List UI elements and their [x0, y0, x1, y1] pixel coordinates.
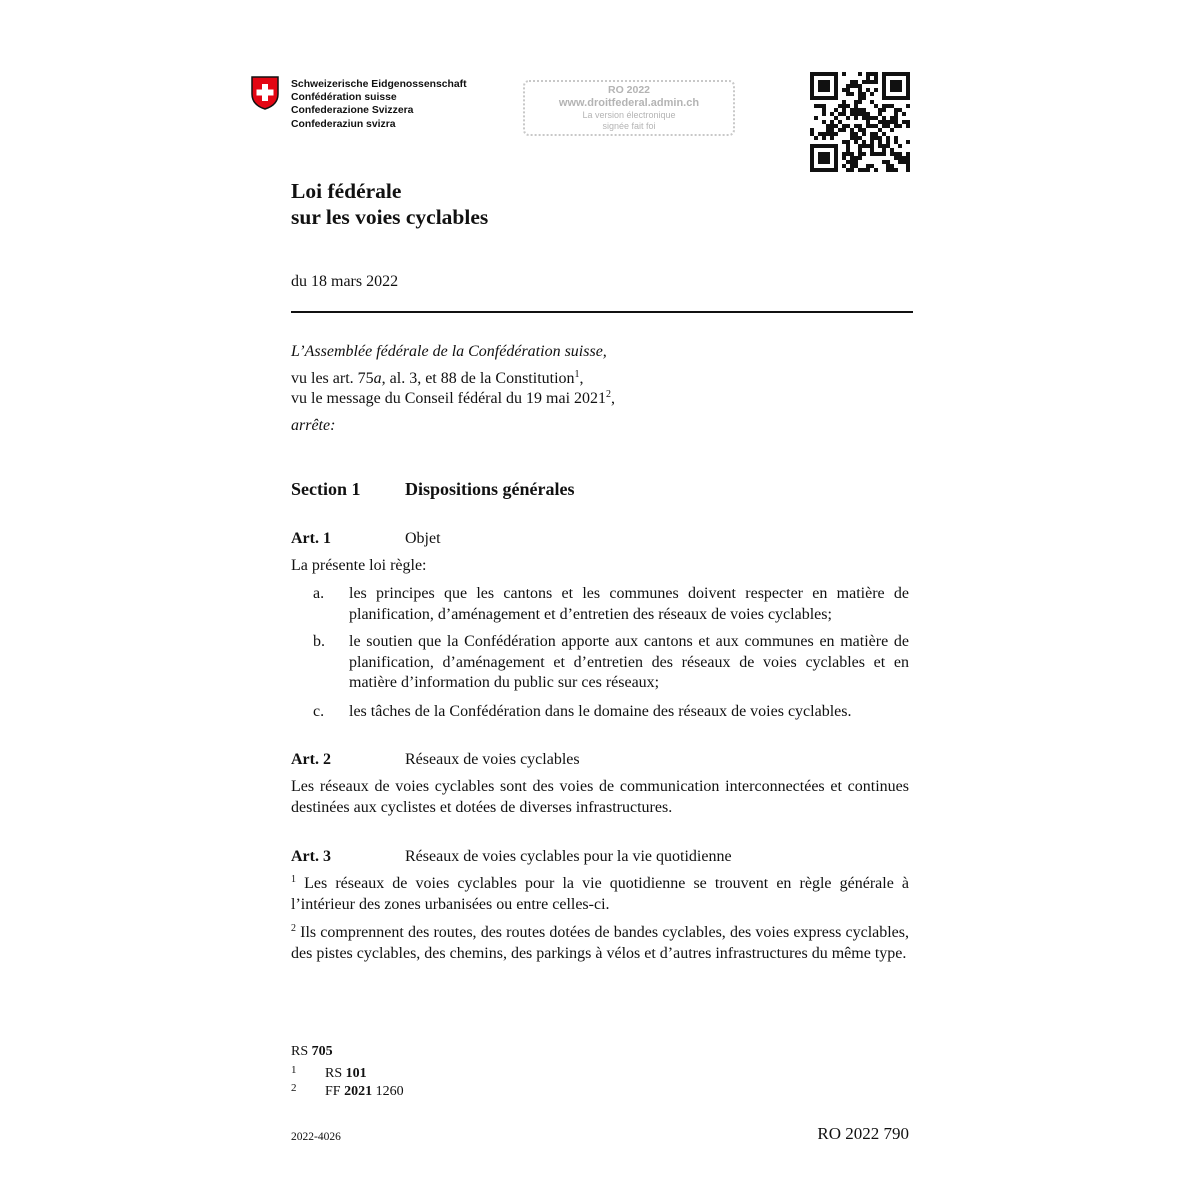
- paragraph-number: 2: [291, 923, 296, 934]
- confederation-names: [291, 78, 467, 131]
- rs-number: [291, 1043, 333, 1060]
- paragraph-text: Ils comprennent des routes, des routes dotées de bandes cyclables, des voies express cyclables, des pistes cyclables, des chemins, des parkings à vélos et d’autres infrastructures du même type.: [291, 924, 910, 962]
- footnote-mark: 1: [291, 1064, 297, 1076]
- preamble-text: vu le message du Conseil fédéral du 19 mai 2021: [291, 390, 607, 407]
- swiss-cross-icon: [251, 76, 279, 110]
- electronic-signature-stamp: [523, 80, 735, 136]
- preamble-text: vu les art. 75: [291, 370, 374, 387]
- footnote-prefix: FF: [325, 1084, 341, 1099]
- article-3-paragraph-1: [291, 874, 909, 915]
- preamble-text: ,: [579, 370, 584, 387]
- preamble-text: ,: [611, 390, 616, 407]
- stamp-note-2: signée fait foi: [602, 121, 656, 131]
- list-item-text: le soutien que la Confédération apporte aux cantons et aux communes en matière de planification, d’aménagement et d’entretien des réseaux de voies cyclables et en matière d’information du public sur ces réseaux;: [349, 633, 909, 691]
- article-number: Art. 2: [291, 751, 331, 768]
- section-title: Dispositions générales: [405, 479, 575, 499]
- footnote-prefix: RS: [325, 1066, 343, 1081]
- stamp-ro: RO 2022: [607, 84, 651, 96]
- footnote-2: [291, 1080, 404, 1100]
- rs-prefix: RS: [291, 1044, 309, 1059]
- confederation-name-rm: Confederaziun svizra: [291, 118, 396, 130]
- stamp-note-1: La version électronique: [582, 110, 676, 120]
- confederation-name-de: Schweizerische Eidgenossenschaft: [291, 79, 467, 90]
- document-date: du 18 mars 2022: [291, 273, 399, 290]
- article-title: Réseaux de voies cyclables: [405, 751, 580, 768]
- title-divider: [291, 311, 913, 313]
- preamble-assembly: L’Assemblée fédérale de la Confédération suisse,: [291, 343, 607, 360]
- section-number: Section 1: [291, 479, 361, 499]
- list-item-label: b.: [313, 633, 325, 650]
- title-line-1: Loi fédérale: [291, 179, 402, 203]
- footnote-mark: 2: [291, 1082, 297, 1094]
- rs-value: 705: [311, 1044, 333, 1059]
- article-number: Art. 1: [291, 530, 331, 547]
- list-item-text: les principes que les cantons et les communes doivent respecter en matière de planification, d’aménagement et d’entretien des réseaux de voies cyclables;: [349, 585, 909, 623]
- article-heading-1: [291, 529, 441, 549]
- list-item-label: c.: [313, 703, 325, 720]
- preamble-decree: arrête:: [291, 417, 336, 434]
- document-title: [291, 178, 488, 230]
- document-id: 2022-4026: [291, 1131, 341, 1143]
- footnote-1: [291, 1062, 367, 1082]
- preamble-message: [291, 389, 615, 409]
- confederation-name-it: Confederazione Svizzera: [291, 105, 414, 117]
- article-title: Objet: [405, 530, 441, 547]
- article-heading-2: [291, 750, 580, 770]
- article-number: Art. 3: [291, 848, 331, 865]
- ro-reference: RO 2022 790: [817, 1124, 909, 1143]
- stamp-url: www.droitfederal.admin.ch: [558, 97, 700, 109]
- preamble-constitution: [291, 369, 584, 389]
- list-item-text: les tâches de la Confédération dans le domaine des réseaux de voies cyclables.: [349, 703, 852, 720]
- article-1-intro: La présente loi règle:: [291, 557, 427, 574]
- section-heading: [291, 478, 575, 500]
- article-2-text: Les réseaux de voies cyclables sont des voies de communication interconnectées et continues destinées aux cyclistes et dotées de diverses infrastructures.: [291, 778, 909, 816]
- preamble-italic: a: [373, 370, 382, 387]
- article-heading-3: [291, 847, 732, 867]
- confederation-name-fr: Confédération suisse: [291, 92, 397, 104]
- paragraph-number: 1: [291, 874, 296, 885]
- footnote-suffix: 1260: [375, 1084, 404, 1099]
- article-title: Réseaux de voies cyclables pour la vie quotidienne: [405, 848, 732, 865]
- list-item-label: a.: [313, 585, 325, 602]
- preamble-text: , al. 3, et 88 de la Constitution: [381, 370, 575, 387]
- footnote-ref-1[interactable]: 1: [574, 369, 580, 380]
- paragraph-text: Les réseaux de voies cyclables pour la vie quotidienne se trouvent en règle générale à l’intérieur des zones urbanisées ou entre celles-ci.: [291, 875, 910, 913]
- article-3-paragraph-2: [291, 923, 909, 964]
- title-line-2: sur les voies cyclables: [291, 205, 489, 229]
- footnote-bold: 2021: [344, 1084, 373, 1099]
- footnote-ref-2[interactable]: 2: [606, 389, 612, 400]
- footnote-bold: 101: [345, 1066, 367, 1081]
- qr-code-icon: [810, 72, 910, 172]
